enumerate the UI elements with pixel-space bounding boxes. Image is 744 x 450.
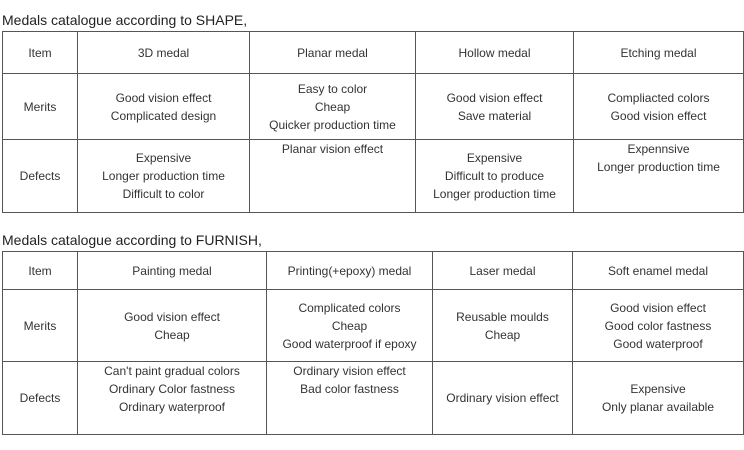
cell-line: Good vision effect <box>446 90 543 105</box>
cell-line: Longer production time <box>433 187 556 201</box>
row-label: Defects <box>3 362 78 435</box>
table-row <box>3 362 744 435</box>
table-row <box>3 140 744 213</box>
table-cell <box>78 290 267 362</box>
cell-line: Good vision effect <box>124 309 220 324</box>
furnish-table-body <box>3 252 744 435</box>
table-row <box>3 74 744 140</box>
row-label: Merits <box>3 74 78 140</box>
column-header: Printing(+epoxy) medal <box>267 252 433 290</box>
cell-line: Expensive <box>630 382 686 396</box>
table-cell <box>250 140 416 213</box>
row-label: Defects <box>3 140 78 213</box>
column-header: Etching medal <box>574 32 744 74</box>
cell-line: Ordinary Color fastness <box>108 382 236 396</box>
table-cell <box>574 140 744 213</box>
cell-line: Good color fastness <box>604 318 712 333</box>
cell-line: Save material <box>457 108 532 123</box>
cell-line: Reusable moulds <box>456 309 549 324</box>
table-cell <box>250 74 416 140</box>
table-cell <box>267 290 433 362</box>
cell-line: Difficult to produce <box>444 169 545 183</box>
cell-line: Complicated colors <box>298 300 401 315</box>
cell-line: Complicated design <box>110 108 217 123</box>
cell-line: Quicker production time <box>269 117 396 132</box>
table-cell <box>573 290 744 362</box>
column-header: Soft enamel medal <box>573 252 744 290</box>
cell-line: Cheap <box>331 318 368 333</box>
table-cell <box>433 290 573 362</box>
cell-line: Bad color fastness <box>300 382 399 396</box>
cell-line: Expennsive <box>627 142 690 156</box>
cell-line: Longer production time <box>597 160 720 174</box>
cell-line: Can't paint gradual colors <box>104 364 240 378</box>
cell-line: Ordinary waterproof <box>118 400 226 414</box>
cell-line: Only planar available <box>601 400 715 414</box>
column-header: Item <box>3 252 78 290</box>
table-cell <box>574 74 744 140</box>
table-cell <box>78 74 250 140</box>
shape-table-body <box>3 32 744 213</box>
cell-line: Difficult to color <box>122 187 205 201</box>
cell-line: Cheap <box>484 327 521 342</box>
table-cell <box>267 362 433 435</box>
column-header: Laser medal <box>433 252 573 290</box>
header-row <box>3 252 744 290</box>
table-cell <box>433 362 573 435</box>
furnish-table <box>2 251 744 435</box>
shape-caption: Medals catalogue according to SHAPE, <box>2 12 248 28</box>
furnish-caption: Medals catalogue according to FURNISH, <box>2 232 262 248</box>
header-row <box>3 32 744 74</box>
cell-line: Planar vision effect <box>281 142 384 156</box>
cell-line: Expensive <box>135 151 192 165</box>
cell-line: Good vision effect <box>610 108 707 123</box>
cell-line: Good waterproof if epoxy <box>282 336 417 351</box>
cell-line: Cheap <box>314 99 351 114</box>
cell-line: Easy to color <box>297 81 368 96</box>
cell-line: Good vision effect <box>115 90 212 105</box>
cell-line: Expensive <box>466 151 523 165</box>
row-label: Merits <box>3 290 78 362</box>
column-header: 3D medal <box>78 32 250 74</box>
table-row <box>3 290 744 362</box>
table-cell <box>78 362 267 435</box>
cell-line: Ordinary vision effect <box>446 391 559 405</box>
column-header: Painting medal <box>78 252 267 290</box>
table-cell <box>573 362 744 435</box>
cell-line: Longer production time <box>102 169 225 183</box>
cell-line: Compliacted colors <box>607 90 710 105</box>
table-cell <box>416 74 574 140</box>
shape-table <box>2 31 744 213</box>
cell-line: Ordinary vision effect <box>293 364 406 378</box>
column-header: Hollow medal <box>416 32 574 74</box>
table-cell <box>416 140 574 213</box>
column-header: Item <box>3 32 78 74</box>
table-cell <box>78 140 250 213</box>
column-header: Planar medal <box>250 32 416 74</box>
cell-line: Cheap <box>154 327 190 342</box>
cell-line: Good waterproof <box>613 336 703 351</box>
cell-line: Good vision effect <box>610 300 706 315</box>
